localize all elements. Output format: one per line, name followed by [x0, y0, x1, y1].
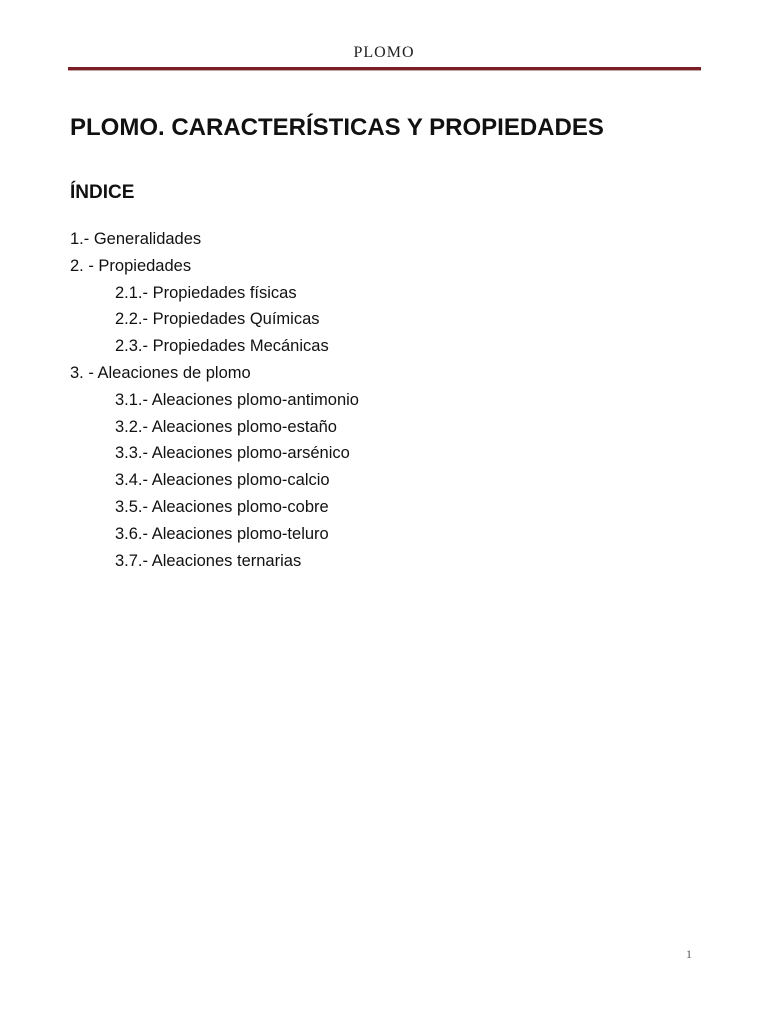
- toc-item-aleaciones-de-plomo: 3. - Aleaciones de plomo: [70, 363, 251, 382]
- toc-item-propiedades: 2. - Propiedades: [70, 256, 192, 275]
- toc-item-propiedades-quimicas: 2.2.- Propiedades Químicas: [115, 310, 320, 329]
- header-rule: [68, 67, 701, 70]
- toc-item-aleaciones-plomo-teluro: 3.6.- Aleaciones plomo-teluro: [115, 524, 329, 543]
- index-heading: ÍNDICE: [70, 182, 135, 203]
- toc-item-aleaciones-plomo-estano: 3.2.- Aleaciones plomo-estaño: [115, 417, 337, 436]
- toc-item-aleaciones-plomo-cobre: 3.5.- Aleaciones plomo-cobre: [115, 497, 329, 516]
- toc-item-aleaciones-plomo-calcio: 3.4.- Aleaciones plomo-calcio: [115, 471, 330, 490]
- running-header: PLOMO: [353, 44, 415, 61]
- toc-item-propiedades-fisicas: 2.1.- Propiedades físicas: [115, 283, 297, 302]
- page-number: 1: [686, 947, 692, 961]
- toc-item-generalidades: 1.- Generalidades: [70, 230, 202, 248]
- toc-item-aleaciones-plomo-antimonio: 3.1.- Aleaciones plomo-antimonio: [115, 390, 359, 409]
- toc-item-aleaciones-ternarias: 3.7.- Aleaciones ternarias: [115, 551, 302, 570]
- toc-item-aleaciones-plomo-arsenico: 3.3.- Aleaciones plomo-arsénico: [115, 444, 350, 463]
- toc-item-propiedades-mecanicas: 2.3.- Propiedades Mecánicas: [115, 337, 329, 356]
- table-of-contents: [70, 226, 359, 574]
- page-title: PLOMO. CARACTERÍSTICAS Y PROPIEDADES: [70, 114, 604, 141]
